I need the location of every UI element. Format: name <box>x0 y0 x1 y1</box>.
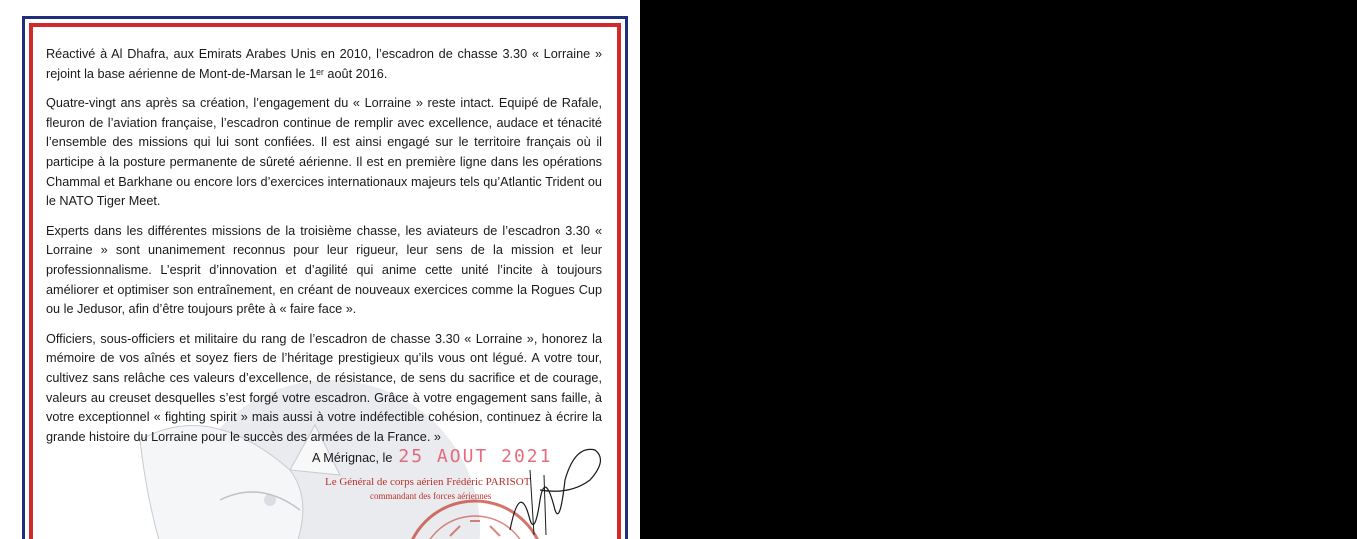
paragraph-1: Réactivé à Al Dhafra, aux Emirats Arabes Unis en 2010, l’escadron de chasse 3.30 « Lorraine » rejoint la base aérienne de Mont-de-Marsan le 1ᵉʳ août 2016. <box>46 47 602 81</box>
handwritten-signature-icon <box>500 440 610 539</box>
stamped-date: 25 AOUT 2021 <box>398 446 553 467</box>
paragraph-3: Experts dans les différentes missions de la troisième chasse, les aviateurs de l’escadron 3.30 « Lorraine » sont unanimement reconnus pour leur rigueur, leur sens de la mission et leur professionnalisme. L’esprit d’innovation et d’agilité qui anime cette unité l’incite à toujours améliorer et optimiser son entraînement, en créant de nouveaux exercices comme la Rogues Cup ou le Jedusor, afin d’être toujours prête à « faire face ». <box>46 223 602 317</box>
paragraph-2: Quatre-vingt ans après sa création, l’engagement du « Lorraine » reste intact. Equipé de Rafale, fleuron de l’aviation française, l’escadron continue de remplir avec excellence, audace et ténacité l’ensemble des missions qui lui sont confiées. Il est ainsi engagé sur le territoire français où il participe à la posture permanente de sûreté aérienne. Il est en première ligne dans les opérations Chammal et Barkhane ou encore lors d’exercices internationaux majeurs tels qu’Atlantic Trident ou le NATO Tiger Meet. <box>46 96 602 209</box>
paragraph-4: Officiers, sous-officiers et militaire du rang de l’escadron de chasse 3.30 « Lorraine », honorez la mémoire de vos aînés et soyez fiers de l’héritage prestigieux qu’ils vous ont légué. A votre tour, cultivez sans relâche ces valeurs d’excellence, de résistance, de sens du sacrifice et de courage, valeurs au creuset desquelles s’est forgé votre escadron. Grâce à votre engagement sans faille, à votre exceptionnel « fighting spirit » mais aussi à votre indéfectible cohésion, continuez à écrire la grande histoire du Lorraine pour le succès des armées de la France. » <box>46 331 602 444</box>
signatory-role: commandant des forces aériennes <box>370 491 492 501</box>
place-label: A Mérignac, le <box>312 451 393 465</box>
signatory-title: Le Général de corps aérien Frédéric PARISOT <box>325 476 531 488</box>
document-page <box>0 0 640 539</box>
letter-body <box>46 45 602 457</box>
